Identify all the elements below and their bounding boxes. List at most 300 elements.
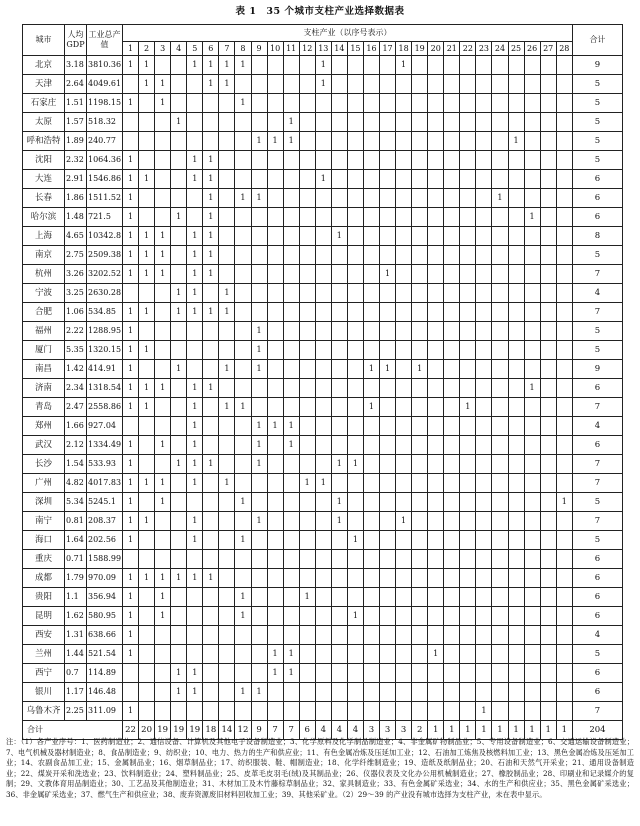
industry-cell [540,664,556,683]
city-cell: 石家庄 [23,94,65,113]
industry-cell [476,341,492,360]
industry-cell [299,189,315,208]
industry-cell [363,626,379,645]
industry-cell [444,322,460,341]
industry-cell [203,132,219,151]
industry-cell [235,455,251,474]
industry-cell [171,170,187,189]
industry-cell [155,398,171,417]
industry-cell [428,569,444,588]
output-cell: 534.85 [87,303,123,322]
industry-cell [155,645,171,664]
industry-cell [396,132,412,151]
industry-cell [396,607,412,626]
industry-cell [171,512,187,531]
industry-cell [331,265,347,284]
table-row [23,702,623,721]
industry-cell [315,265,331,284]
row-total-cell: 7 [572,512,622,531]
industry-cell [299,645,315,664]
industry-cell [396,284,412,303]
industry-cell: 1 [171,664,187,683]
gdp-cell: 1.89 [65,132,87,151]
industry-cell [139,208,155,227]
table-row [23,379,623,398]
grand-total-cell: 204 [572,721,622,740]
industry-cell [556,246,572,265]
industry-cell: 1 [139,398,155,417]
industry-cell [380,455,396,474]
industry-cell [428,626,444,645]
industry-cell [363,702,379,721]
table-row [23,512,623,531]
industry-cell [251,227,267,246]
industry-cell [476,683,492,702]
row-total-cell: 5 [572,75,622,94]
table-container [22,24,623,740]
industry-cell [203,284,219,303]
column-total-cell: 20 [139,721,155,740]
industry-cell: 1 [524,208,540,227]
industry-cell [460,284,476,303]
industry-cell [267,265,283,284]
industry-cell [396,588,412,607]
industry-cell: 1 [251,436,267,455]
table-row [23,417,623,436]
industry-cell [412,702,428,721]
city-cell: 哈尔滨 [23,208,65,227]
industry-cell [540,702,556,721]
industry-cell [315,436,331,455]
industry-cell: 1 [203,379,219,398]
industry-cell [460,265,476,284]
industry-cell [412,683,428,702]
industry-cell [123,417,139,436]
industry-cell [171,645,187,664]
gdp-cell: 1.1 [65,588,87,607]
industry-cell: 1 [171,360,187,379]
industry-cell [556,151,572,170]
industry-cell: 1 [123,493,139,512]
industry-cell [267,474,283,493]
industry-cell [347,303,363,322]
table-row [23,113,623,132]
industry-cell: 1 [203,227,219,246]
industry-cell: 1 [171,113,187,132]
output-cell: 1064.36 [87,151,123,170]
industry-cell [283,588,299,607]
industry-cell [267,303,283,322]
industry-cell [396,683,412,702]
industry-cell [251,398,267,417]
output-cell: 240.77 [87,132,123,151]
industry-cell [412,284,428,303]
city-cell: 南昌 [23,360,65,379]
industry-cell [380,379,396,398]
row-total-cell: 4 [572,417,622,436]
industry-cell [235,474,251,493]
row-total-cell: 7 [572,398,622,417]
output-cell: 3810.36 [87,56,123,75]
industry-cell [380,284,396,303]
industry-cell [139,702,155,721]
industry-cell: 1 [187,398,203,417]
industry-cell [219,132,235,151]
industry-cell [412,531,428,550]
industry-cell [540,550,556,569]
industry-cell: 1 [155,588,171,607]
header-industry-4: 4 [171,42,187,56]
gdp-cell: 2.75 [65,246,87,265]
industry-cell [299,379,315,398]
industry-cell [412,436,428,455]
industry-cell: 1 [171,683,187,702]
industry-cell: 1 [155,474,171,493]
industry-cell [524,569,540,588]
industry-cell [235,303,251,322]
gdp-cell: 2.12 [65,436,87,455]
gdp-cell: 1.31 [65,626,87,645]
industry-cell [380,170,396,189]
industry-cell [283,322,299,341]
industry-cell [556,607,572,626]
industry-cell [556,683,572,702]
industry-cell [171,626,187,645]
header-industry-27: 27 [540,42,556,56]
industry-cell [155,626,171,645]
industry-cell [476,493,492,512]
industry-cell [540,436,556,455]
industry-cell [251,626,267,645]
industry-cell [492,645,508,664]
industry-cell [251,569,267,588]
industry-cell [139,626,155,645]
industry-cell [492,246,508,265]
industry-cell [267,436,283,455]
industry-cell [524,417,540,436]
industry-cell [347,132,363,151]
industry-cell [508,398,524,417]
industry-cell [203,645,219,664]
industry-cell [155,170,171,189]
industry-cell [524,303,540,322]
industry-cell [476,474,492,493]
industry-cell [283,56,299,75]
industry-cell [363,94,379,113]
gdp-cell: 4.82 [65,474,87,493]
industry-cell [347,151,363,170]
industry-cell [267,322,283,341]
industry-cell [267,284,283,303]
industry-cell [363,683,379,702]
industry-cell [331,284,347,303]
industry-cell [428,208,444,227]
industry-cell [347,550,363,569]
industry-cell [476,227,492,246]
industry-cell [524,189,540,208]
industry-cell [315,151,331,170]
industry-cell [315,322,331,341]
industry-cell: 1 [123,303,139,322]
table-row [23,398,623,417]
city-cell: 长沙 [23,455,65,474]
gdp-cell: 2.91 [65,170,87,189]
industry-cell [171,436,187,455]
industry-cell [267,531,283,550]
row-total-cell: 5 [572,531,622,550]
industry-cell: 1 [155,493,171,512]
industry-cell: 1 [396,512,412,531]
output-cell: 356.94 [87,588,123,607]
industry-cell [251,531,267,550]
industry-cell [460,208,476,227]
industry-cell [380,664,396,683]
table-row [23,284,623,303]
industry-cell [540,303,556,322]
industry-cell [524,474,540,493]
industry-cell [556,531,572,550]
row-total-cell: 5 [572,246,622,265]
industry-cell [396,75,412,94]
table-row [23,341,623,360]
industry-cell [155,702,171,721]
gdp-cell: 1.79 [65,569,87,588]
industry-cell [363,170,379,189]
industry-cell: 1 [315,170,331,189]
industry-cell: 1 [171,455,187,474]
output-cell: 208.37 [87,512,123,531]
industry-cell [492,398,508,417]
industry-cell [460,550,476,569]
industry-cell [363,531,379,550]
industry-cell [556,645,572,664]
industry-cell [251,588,267,607]
industry-cell [299,398,315,417]
industry-cell [299,94,315,113]
industry-cell [139,455,155,474]
industry-cell [444,303,460,322]
header-industry-10: 10 [267,42,283,56]
row-total-cell: 6 [572,379,622,398]
industry-cell [347,398,363,417]
industry-cell [235,360,251,379]
industry-cell [363,379,379,398]
table-row [23,75,623,94]
industry-cell: 1 [139,303,155,322]
column-total-cell: 1 [508,721,524,740]
industry-cell [396,246,412,265]
header-industry-28: 28 [556,42,572,56]
industry-cell [267,683,283,702]
industry-cell [460,512,476,531]
industry-cell [299,531,315,550]
industry-cell [315,550,331,569]
industry-cell [492,474,508,493]
industry-cell [412,379,428,398]
industry-cell [219,455,235,474]
industry-cell: 1 [380,265,396,284]
industry-cell [347,75,363,94]
city-cell: 成都 [23,569,65,588]
gdp-cell: 2.22 [65,322,87,341]
industry-cell [203,512,219,531]
industry-cell: 1 [123,94,139,113]
industry-cell: 1 [219,360,235,379]
industry-cell [219,550,235,569]
industry-cell: 1 [155,607,171,626]
city-cell: 大连 [23,170,65,189]
industry-cell [428,75,444,94]
industry-cell: 1 [331,493,347,512]
industry-cell [508,189,524,208]
industry-cell: 1 [187,170,203,189]
output-cell: 146.48 [87,683,123,702]
industry-cell [187,550,203,569]
city-cell: 杭州 [23,265,65,284]
industry-cell [460,170,476,189]
table-row [23,227,623,246]
column-total-cell: 3 [380,721,396,740]
industry-cell [283,493,299,512]
industry-cell: 1 [251,322,267,341]
industry-cell [171,379,187,398]
industry-cell [331,56,347,75]
industry-cell [476,322,492,341]
industry-cell [155,417,171,436]
industry-cell [363,474,379,493]
industry-cell [396,569,412,588]
industry-cell [476,265,492,284]
industry-cell: 1 [187,227,203,246]
industry-cell [171,56,187,75]
industry-cell [460,246,476,265]
industry-cell [556,208,572,227]
industry-cell [155,664,171,683]
industry-cell [492,702,508,721]
industry-cell [508,227,524,246]
header-row-main [23,25,623,42]
gdp-cell: 2.32 [65,151,87,170]
industry-cell [267,227,283,246]
industry-cell: 1 [299,588,315,607]
industry-cell [444,493,460,512]
industry-cell: 1 [347,531,363,550]
industry-cell [428,512,444,531]
industry-cell [492,303,508,322]
industry-cell [412,569,428,588]
industry-cell [347,683,363,702]
industry-cell [524,227,540,246]
industry-cell [508,151,524,170]
industry-cell [444,246,460,265]
gdp-cell: 2.34 [65,379,87,398]
industry-cell: 1 [187,151,203,170]
industry-cell [508,683,524,702]
industry-cell [219,588,235,607]
industry-cell [155,303,171,322]
industry-cell [219,151,235,170]
industry-cell [299,341,315,360]
gdp-cell: 1.57 [65,113,87,132]
industry-cell [556,702,572,721]
industry-cell: 1 [123,151,139,170]
row-total-cell: 5 [572,645,622,664]
gdp-cell: 1.86 [65,189,87,208]
industry-cell [396,303,412,322]
industry-cell [428,227,444,246]
industry-cell [524,493,540,512]
industry-cell [331,645,347,664]
industry-cell [428,170,444,189]
industry-cell [187,113,203,132]
industry-cell [235,284,251,303]
output-cell: 521.54 [87,645,123,664]
industry-cell [540,493,556,512]
industry-cell: 1 [331,455,347,474]
industry-cell [508,493,524,512]
table-row [23,94,623,113]
industry-cell [524,512,540,531]
industry-cell [380,702,396,721]
industry-cell [444,113,460,132]
industry-cell [460,607,476,626]
industry-cell: 1 [283,113,299,132]
industry-cell: 1 [476,702,492,721]
industry-cell [476,398,492,417]
output-cell: 580.95 [87,607,123,626]
industry-cell [347,360,363,379]
industry-cell [524,607,540,626]
industry-cell [203,702,219,721]
industry-cell [556,474,572,493]
industry-cell [251,246,267,265]
industry-cell [299,113,315,132]
industry-cell: 1 [492,189,508,208]
industry-cell [203,94,219,113]
industry-cell [363,607,379,626]
industry-cell [283,265,299,284]
industry-cell [460,436,476,455]
table-row [23,151,623,170]
industry-cell [396,664,412,683]
industry-cell: 1 [203,569,219,588]
industry-cell [299,569,315,588]
industry-cell [123,683,139,702]
industry-cell [267,170,283,189]
industry-cell [139,94,155,113]
industry-cell: 1 [123,208,139,227]
industry-cell [412,626,428,645]
industry-cell [283,474,299,493]
industry-cell: 1 [235,607,251,626]
gdp-cell: 1.51 [65,94,87,113]
gdp-cell: 1.62 [65,607,87,626]
industry-cell [283,512,299,531]
industry-cell: 1 [219,284,235,303]
industry-cell [492,512,508,531]
industry-cell [203,398,219,417]
header-industry-18: 18 [396,42,412,56]
industry-cell [556,56,572,75]
industry-cell [380,56,396,75]
industry-cell [396,398,412,417]
industry-cell [219,113,235,132]
industry-cell [508,474,524,493]
industry-cell [412,170,428,189]
output-cell: 414.91 [87,360,123,379]
row-total-cell: 6 [572,170,622,189]
industry-cell: 1 [155,227,171,246]
